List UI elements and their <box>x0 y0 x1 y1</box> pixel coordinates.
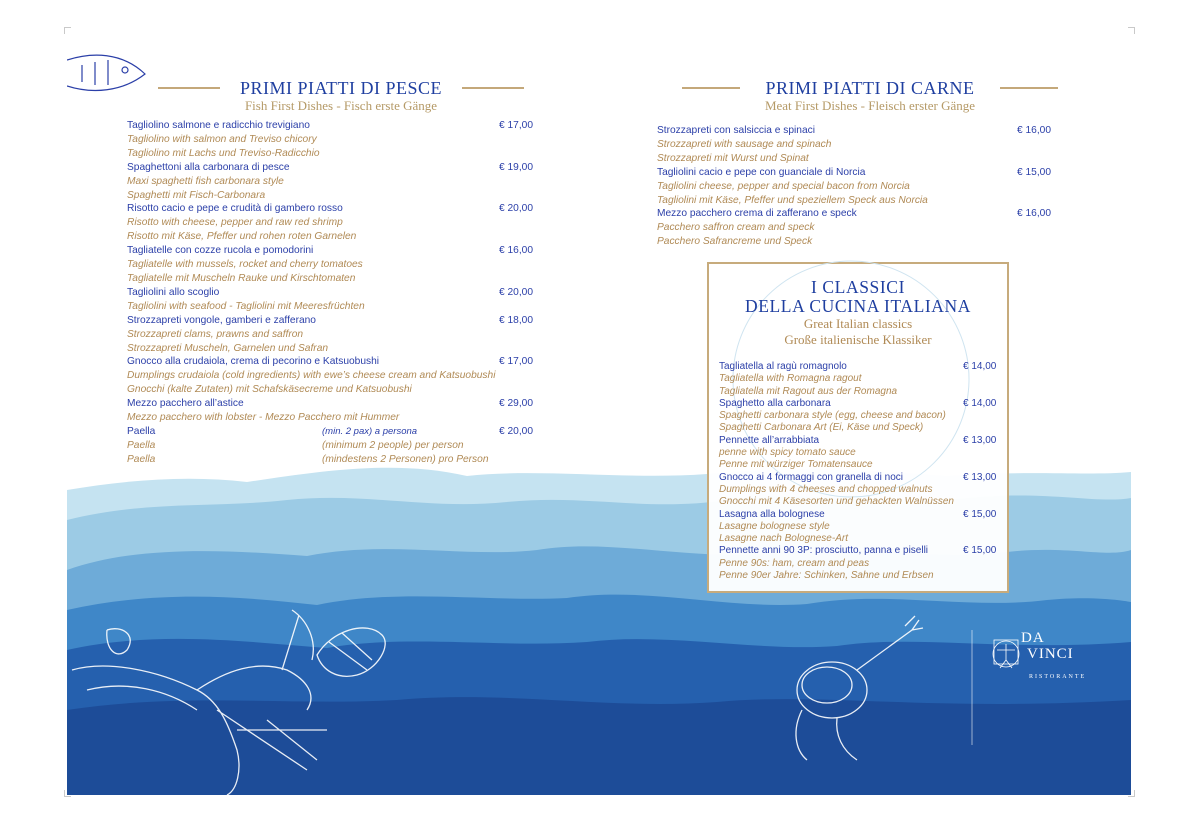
section-title: PRIMI PIATTI DI PESCE <box>239 78 442 98</box>
dish-english: Paella (minimum 2 people) per person <box>127 439 464 451</box>
dish-name: Paella (min. 2 pax) a persona <box>127 425 418 437</box>
menu-item <box>127 286 557 314</box>
dish-name: Strozzapreti con salsiccia e spinaci <box>657 125 815 136</box>
dish-translations: Mezzo pacchero with lobster - Mezzo Pacchero mit Hummer <box>127 412 400 424</box>
logo-line2: VINCI <box>1027 646 1074 662</box>
dish-name: Spaghettoni alla carbonara di pesce <box>127 161 290 173</box>
menu-item <box>719 398 1009 435</box>
dish-german: Gnocchi (kalte Zutaten) mit Schafskäsecreme und Katsuobushi <box>127 384 412 396</box>
classics-box <box>707 262 1009 593</box>
logo-line3: RISTORANTE <box>1029 674 1087 680</box>
dish-german: Penne mit würziger Tomatensauce <box>719 459 873 471</box>
dish-price: € 16,00 <box>1017 208 1051 220</box>
crop-mark <box>1128 27 1135 34</box>
dish-name: Mezzo pacchero all’astice <box>127 398 244 410</box>
title-rule <box>1000 87 1058 89</box>
vitruvian-man-icon <box>991 630 1021 690</box>
title-rule <box>682 87 740 89</box>
dish-english: Lasagne bolognese style <box>719 520 830 532</box>
dish-english: penne with spicy tomato sauce <box>719 447 856 459</box>
classics-title-line1: I CLASSICI <box>811 277 905 297</box>
dish-english: Tagliatelle with mussels, rocket and cherry tomatoes <box>127 259 363 271</box>
dish-price: € 19,00 <box>499 161 533 173</box>
title-rule <box>462 87 524 89</box>
dish-english: Strozzapreti clams, prawns and saffron <box>127 328 304 340</box>
dish-english: Tagliolini cheese, pepper and special bacon from Norcia <box>657 180 910 192</box>
dish-price: € 13,00 <box>963 471 997 483</box>
dish-price: € 15,00 <box>963 508 997 520</box>
menu-item <box>719 361 1009 398</box>
classics-subtitle-de: Große italienische Klassiker <box>784 332 932 347</box>
dish-price: € 14,00 <box>963 361 997 372</box>
classics-header <box>709 278 1007 348</box>
meat-menu-list <box>657 124 1077 249</box>
dish-name: Tagliatelle con cozze rucola e pomodorini <box>127 245 314 257</box>
dish-english: Tagliolino with salmon and Treviso chicory <box>127 133 317 145</box>
dish-german: Tagliatella mit Ragout aus der Romagna <box>719 385 898 397</box>
dish-price: € 16,00 <box>499 245 533 257</box>
menu-item <box>127 397 557 425</box>
fish-menu-list <box>127 119 557 467</box>
dish-german: Penne 90er Jahre: Schinken, Sahne und Erbsen <box>719 570 934 582</box>
menu-item <box>657 166 1077 208</box>
title-rule <box>158 87 220 89</box>
dish-name: Tagliolini allo scoglio <box>127 286 220 298</box>
menu-item-paella <box>127 425 557 467</box>
dish-name: Tagliatella al ragù romagnolo <box>719 361 847 372</box>
dish-german: Risotto mit Käse, Pfeffer und rohen roten Garnelen <box>127 231 357 243</box>
dish-note: (min. 2 pax) a persona <box>322 425 418 437</box>
section-subtitle: Meat First Dishes - Fleisch erster Gänge <box>764 98 976 113</box>
fish-illustration <box>67 55 145 90</box>
crop-mark <box>64 790 71 797</box>
dish-english: Strozzapreti with sausage and spinach <box>657 138 832 150</box>
crop-mark <box>64 27 71 34</box>
dish-english: Maxi spaghetti fish carbonara style <box>127 175 284 187</box>
dish-price: € 20,00 <box>499 286 533 298</box>
dish-german: Strozzapreti mit Wurst und Spinat <box>657 152 809 164</box>
menu-item <box>719 435 1009 472</box>
dish-german: Paella (mindestens 2 Personen) pro Person <box>127 453 489 465</box>
section-subtitle: Fish First Dishes - Fisch erste Gänge <box>244 98 438 113</box>
dish-price: € 17,00 <box>499 356 533 368</box>
menu-item <box>127 119 557 161</box>
logo-line1: DA <box>1021 630 1045 646</box>
dish-german: Pacchero Safrancreme und Speck <box>657 236 813 248</box>
classics-title-line2: DELLA CUCINA ITALIANA <box>744 296 972 316</box>
menu-item <box>127 161 557 203</box>
dish-german: Lasagne nach Bolognese-Art <box>719 533 848 545</box>
crop-mark <box>1128 790 1135 797</box>
meat-section-header <box>740 78 1000 114</box>
classics-menu-list <box>719 361 1009 582</box>
dish-name: Spaghetto alla carbonara <box>719 397 831 409</box>
dish-price: € 14,00 <box>963 397 997 409</box>
dish-german: Spaghetti Carbonara Art (Ei, Käse und Speck) <box>719 422 924 434</box>
fish-section-header <box>220 78 462 114</box>
dish-price: € 17,00 <box>499 120 533 131</box>
dish-english: Pacchero saffron cream and speck <box>657 222 815 234</box>
dish-name: Lasagna alla bolognese <box>719 508 825 520</box>
dish-name: Gnocco alla crudaiola, crema di pecorino e Katsuobushi <box>127 356 380 368</box>
menu-item <box>719 509 1009 546</box>
dish-price: € 20,00 <box>499 425 533 437</box>
dish-english: Penne 90s: ham, cream and peas <box>719 557 870 569</box>
classics-subtitle-en: Great Italian classics <box>803 316 913 331</box>
dish-english: Tagliatella with Romagna ragout <box>719 373 862 385</box>
menu-item <box>127 355 557 397</box>
dish-name: Pennette all’arrabbiata <box>719 434 820 446</box>
dish-german: Tagliolino mit Lachs und Treviso-Radicchio <box>127 147 320 159</box>
dish-english: Risotto with cheese, pepper and raw red shrimp <box>127 217 343 229</box>
dish-english: Dumplings crudaiola (cold ingredients) with ewe’s cheese cream and Katsuobushi <box>127 370 496 382</box>
menu-item <box>127 244 557 286</box>
dish-english: Spaghetti carbonara style (egg, cheese and bacon) <box>719 410 946 422</box>
dish-name: Tagliolini cacio e pepe con guanciale di Norcia <box>657 166 866 178</box>
dish-price: € 13,00 <box>963 434 997 446</box>
menu-item <box>127 314 557 356</box>
wave-layer-6 <box>67 697 1131 795</box>
dish-german: Strozzapreti Muscheln, Garnelen und Safran <box>127 342 329 354</box>
dish-price: € 15,00 <box>1017 166 1051 178</box>
dish-translations: Tagliolini with seafood - Tagliolini mit Meeresfrüchten <box>127 300 365 312</box>
dish-name: Pennette anni 90 3P: prosciutto, panna e piselli <box>719 545 929 557</box>
dish-name: Risotto cacio e pepe e crudità di gambero rosso <box>127 203 343 215</box>
dish-german: Gnocchi mit 4 Käsesorten und gehackten Walnüssen <box>719 496 954 508</box>
dish-price: € 20,00 <box>499 203 533 215</box>
menu-item <box>127 202 557 244</box>
section-title: PRIMI PIATTI DI CARNE <box>765 78 975 98</box>
dish-price: € 29,00 <box>499 398 533 410</box>
dish-price: € 16,00 <box>1017 125 1051 136</box>
dish-price: € 18,00 <box>499 314 533 326</box>
dish-name: Gnocco ai 4 formaggi con granella di noci <box>719 471 903 483</box>
dish-name: Mezzo pacchero crema di zafferano e speck <box>657 208 857 220</box>
dish-english: Dumplings with 4 cheeses and chopped walnuts <box>719 483 933 495</box>
dish-name: Strozzapreti vongole, gamberi e zafferano <box>127 314 316 326</box>
menu-item <box>719 545 1009 582</box>
dish-german: Tagliolini mit Käse, Pfeffer und speziellem Speck aus Norcia <box>657 194 928 206</box>
dish-german: Tagliatelle mit Muscheln Rauke und Kirschtomaten <box>127 272 356 284</box>
menu-item <box>657 124 1077 166</box>
menu-item <box>719 472 1009 509</box>
dish-name: Tagliolino salmone e radicchio trevigiano <box>127 120 310 131</box>
dish-german: Spaghetti mit Fisch-Carbonara <box>127 189 266 201</box>
menu-item <box>657 207 1077 249</box>
dish-price: € 15,00 <box>963 545 997 557</box>
